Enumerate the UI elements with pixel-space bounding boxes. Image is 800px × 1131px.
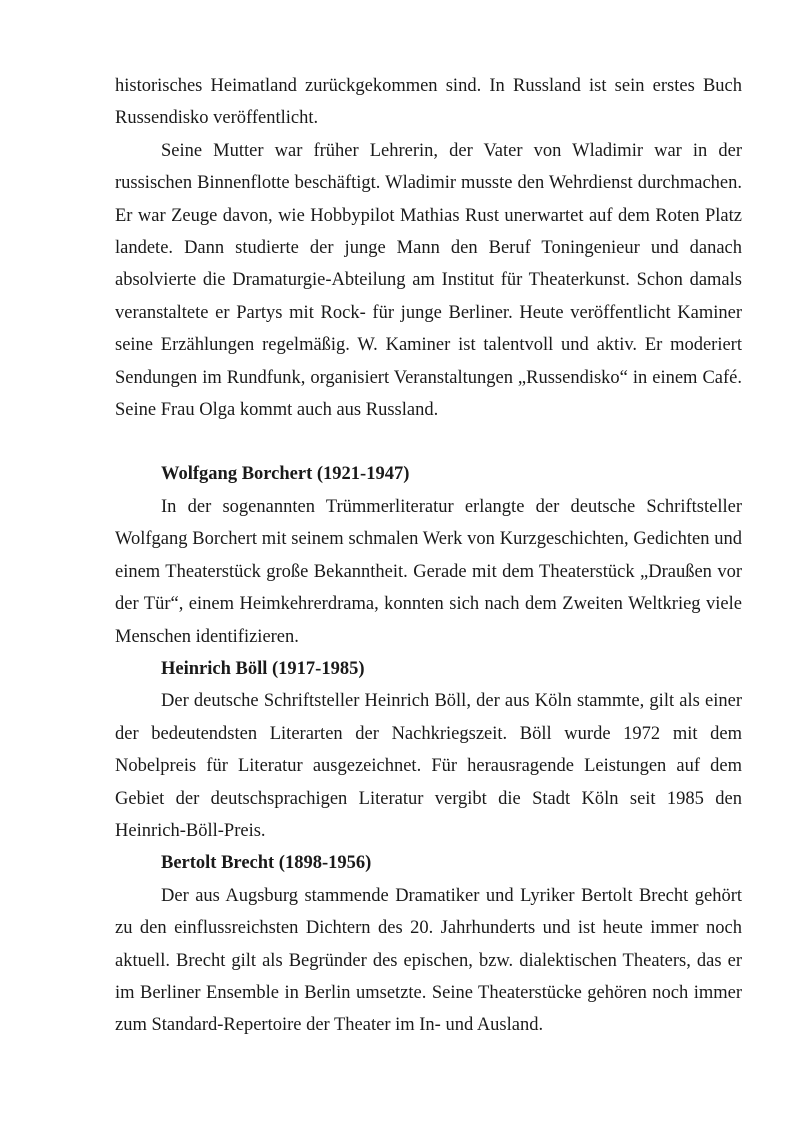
section-heading-borchert: Wolfgang Borchert (1921-1947)	[161, 464, 410, 485]
section-heading-boell: Heinrich Böll (1917-1985)	[161, 658, 365, 679]
section-text-brecht: Der aus Augsburg stammende Dramatiker und Lyriker Bertolt Brecht gehört zu den einflussreichsten Dichtern des 20. Jahrhunderts und ist heute immer noch aktuell. Brecht gilt als Begründer des epischen, bzw. dialektischen Theaters, das er im Berliner Ensemble in Berlin umsetzte. Seine Theaterstücke gehören noch immer zum Standard-Repertoire der Theater im In- und Ausland.	[115, 885, 742, 1036]
paragraph-kaminer-book: historisches Heimatland zurückgekommen sind. In Russland ist sein erstes Buch Russendisko veröffentlicht.	[115, 76, 742, 129]
document-page	[115, 70, 742, 1042]
section-text-boell: Der deutsche Schriftsteller Heinrich Böll, der aus Köln stammte, gilt als einer der bedeutendsten Literarten der Nachkriegszeit. Böll wurde 1972 mit dem Nobelpreis für Literatur ausgezeichnet. Für herausragende Leistungen auf dem Gebiet der deutschsprachigen Literatur vergibt die Stadt Köln seit 1985 den Heinrich-Böll-Preis.	[115, 691, 742, 841]
section-heading-brecht: Bertolt Brecht (1898-1956)	[161, 853, 372, 874]
section-text-borchert: In der sogenannten Trümmerliteratur erlangte der deutsche Schriftsteller Wolfgang Borchert mit seinem schmalen Werk von Kurzgeschichten, Gedichten und einem Theaterstück große Bekanntheit. Gerade mit dem Theaterstück „Draußen vor der Tür“, einem Heimkehrerdrama, konnten sich nach dem Zweiten Weltkrieg viele Menschen identifizieren.	[115, 496, 742, 647]
paragraph-kaminer-biography: Seine Mutter war früher Lehrerin, der Vater von Wladimir war in der russischen Binnenflotte beschäftigt. Wladimir musste den Wehrdienst durchmachen. Er war Zeuge davon, wie Hobbypilot Mathias Rust unerwartet auf dem Roten Platz landete. Dann studierte der junge Mann den Beruf Toningenieur und danach absolvierte die Dramaturgie-Abteilung am Institut für Theaterkunst. Schon damals veranstaltete er Partys mit Rock- für junge Berliner. Heute veröffentlicht Kaminer seine Erzählungen regelmäßig. W. Kaminer ist talentvoll und aktiv. Er moderiert Sendungen im Rundfunk, organisiert Veranstaltungen „Russendisko“ in einem Café. Seine Frau Olga kommt auch aus Russland.	[115, 140, 742, 421]
